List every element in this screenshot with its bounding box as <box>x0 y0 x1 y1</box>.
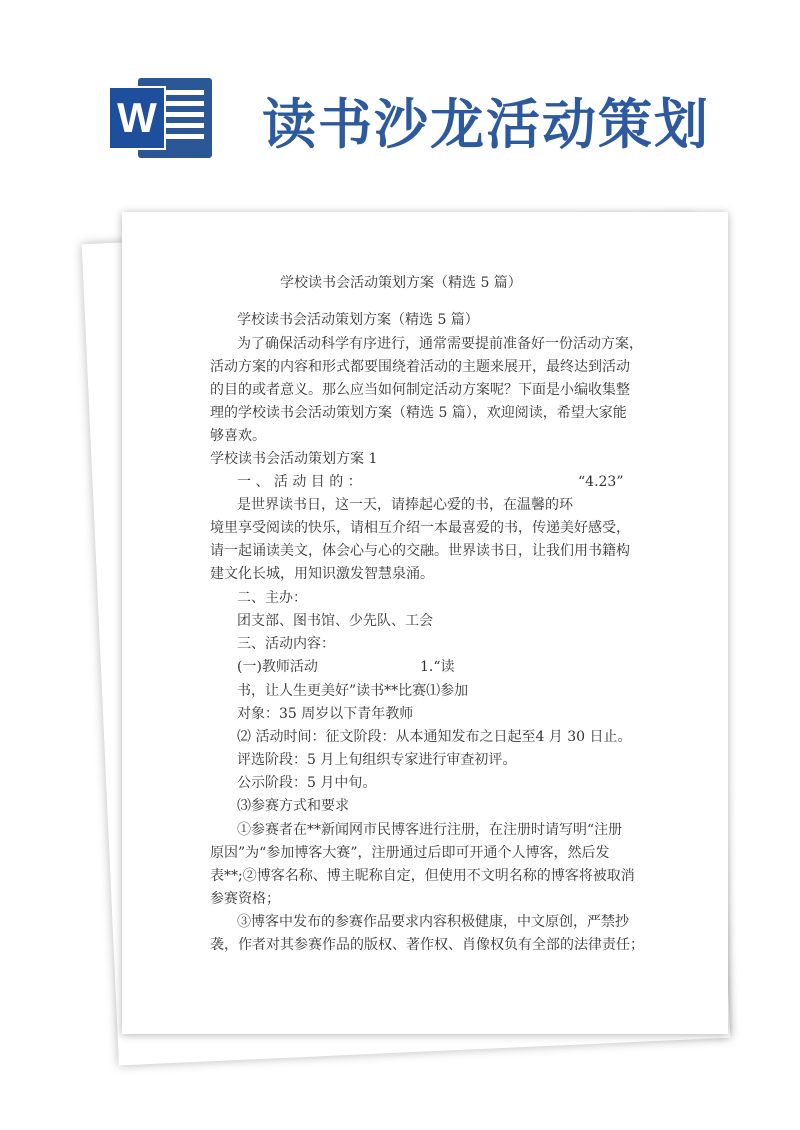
doc-line: 的目的或者意义。那么应当如何制定活动方案呢？下面是小编收集整 <box>210 382 630 398</box>
word-logo-icon <box>108 78 212 158</box>
doc-line: ①参赛者在**新闻网市民博客进行注册，在注册时请写明“注册 <box>237 822 623 838</box>
doc-line: 三、活动内容： <box>237 636 335 652</box>
doc-line: 为了确保活动科学有序进行，通常需要提前准备好一份活动方案， <box>237 336 643 352</box>
doc-line: 团支部、图书馆、少先队、工会 <box>237 613 433 629</box>
doc-line: 参赛资格； <box>210 891 280 907</box>
doc-line: 表**;②博客名称、博主昵称自定，但使用不文明名称的博客将被取消 <box>210 868 635 884</box>
doc-line: ⑵ 活动时间：征文阶段：从本通知发布之日起至4 月 30 日止。 <box>237 729 632 745</box>
word-logo-letter: W <box>108 86 166 150</box>
doc-line: 学校读书会活动策划方案（精选 5 篇） <box>237 312 479 328</box>
doc-line: 一 、 活 动 目 的 ： <box>237 474 362 490</box>
doc-line: 评选阶段：5 月上旬组织专家进行审查初评。 <box>237 752 517 768</box>
doc-line: “4.23” <box>578 474 624 490</box>
doc-line: 理的学校读书会活动策划方案（精选 5 篇），欢迎阅读，希望大家能 <box>210 405 627 421</box>
section-heading: 学校读书会活动策划方案 1 <box>210 451 378 467</box>
word-logo-lines <box>160 90 204 145</box>
doc-line: 建文化长城，用知识激发智慧泉涌。 <box>210 566 434 582</box>
doc-line: 原因”为“参加博客大赛”，注册通过后即可开通个人博客，然后发 <box>210 845 610 861</box>
doc-line: 公示阶段：5 月中旬。 <box>237 775 377 791</box>
doc-line: 二、主办： <box>237 590 307 606</box>
doc-line: 活动方案的内容和形式都要围绕着活动的主题来展开，最终达到活动 <box>210 359 630 375</box>
doc-line: 请一起诵读美文，体会心与心的交融。世界读书日，让我们用书籍构 <box>210 543 630 559</box>
doc-line: 对象：35 周岁以下青年教师 <box>237 706 414 722</box>
doc-line: 境里享受阅读的快乐，请相互介绍一本最喜爱的书，传递美好感受， <box>210 520 630 536</box>
doc-line: 书，让人生更美好”读书**比赛⑴参加 <box>237 683 469 699</box>
doc-line: 1.“读 <box>420 659 455 675</box>
doc-line: (一)教师活动 <box>237 659 318 675</box>
page-title: 读书沙龙活动策划 <box>262 93 710 156</box>
doc-line: 够喜欢。 <box>210 428 266 444</box>
doc-line: ③博客中发布的参赛作品要求内容积极健康，中文原创，严禁抄 <box>237 914 629 930</box>
doc-line: ⑶参赛方式和要求 <box>237 798 349 814</box>
document-title: 学校读书会活动策划方案（精选 5 篇） <box>280 275 522 291</box>
doc-line: 袭，作者对其参赛作品的版权、著作权、肖像权负有全部的法律责任； <box>210 937 644 953</box>
doc-line: 是世界读书日，这一天，请捧起心爱的书，在温馨的环 <box>237 497 573 513</box>
